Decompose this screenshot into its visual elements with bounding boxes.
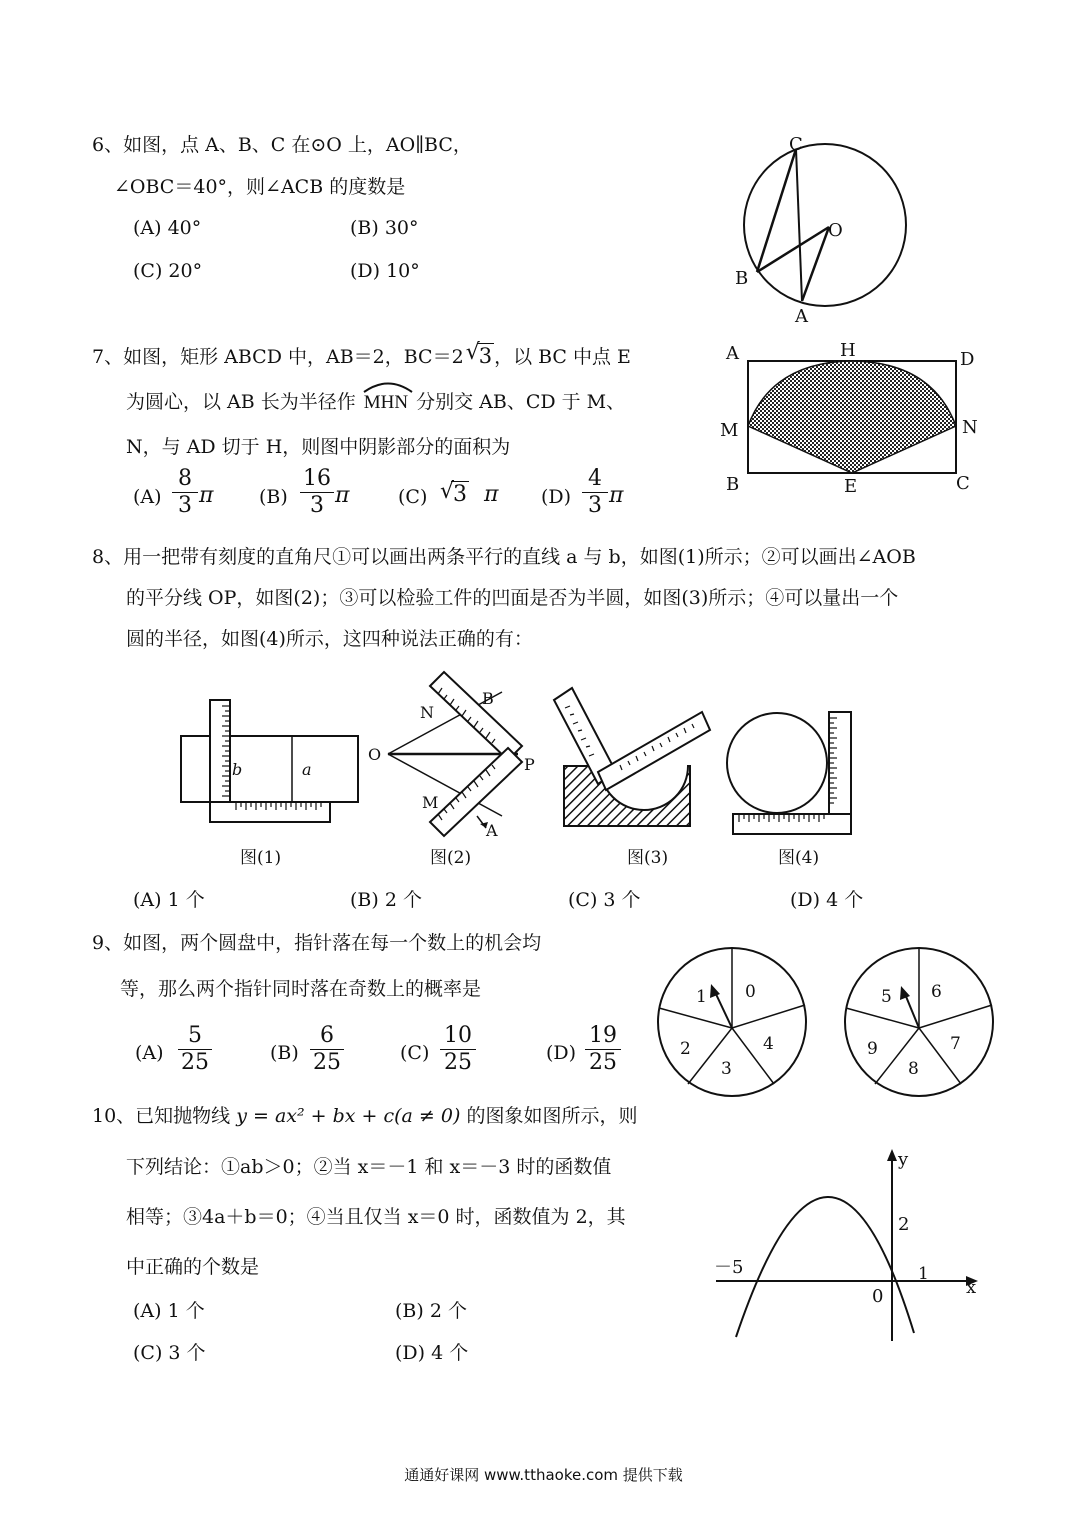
q7-option-c-value	[440, 479, 499, 507]
q7-label-d: D	[960, 349, 975, 370]
q10-label-2: 2	[898, 1214, 910, 1235]
q7-arc-mark	[362, 379, 414, 393]
q10-stem-line3: 相等；③4a＋b＝0；④当且仅当 x＝0 时，函数值为 2，其	[126, 1206, 626, 1228]
q6-label-c: C	[789, 134, 803, 155]
q9-stem-line2: 等，那么两个指针同时落在奇数上的概率是	[120, 978, 482, 1000]
q8-stem-line3: 圆的半径，如图(4)所示，这四种说法正确的有：	[126, 628, 533, 650]
q8-fig2-label-m: M	[422, 793, 439, 812]
q9-option-b-fraction	[310, 1023, 344, 1076]
q7-label-b: B	[726, 474, 740, 495]
q7-option-b-pi: π	[335, 483, 350, 508]
q7-option-d-label: (D)	[541, 486, 572, 508]
q9-c-num: 10	[440, 1023, 476, 1050]
q9-option-a-fraction	[178, 1023, 212, 1076]
q9-stem-line1: 9、如图，两个圆盘中，指针落在每一个数上的机会均	[92, 932, 542, 954]
q9-d-num: 19	[585, 1023, 621, 1050]
q9-a-num: 5	[178, 1023, 212, 1050]
q7-c-pi: π	[484, 482, 499, 507]
q7-line1b: ，以 BC 中点 E	[494, 346, 631, 368]
q7-c-sqrt: √ 3	[440, 479, 467, 507]
q9-option-d-fraction	[585, 1023, 621, 1076]
q6-label-o: O	[828, 220, 843, 241]
q9-disc1-num-1: 1	[696, 987, 707, 1007]
q10-option-d: (D) 4 个	[395, 1342, 469, 1364]
q7-option-c-label: (C)	[398, 486, 428, 508]
q9-option-a-label: (A)	[135, 1042, 164, 1064]
q9-option-c-fraction	[440, 1023, 476, 1076]
q10-formula: y = ax² + bx + c(a ≠ 0)	[236, 1105, 461, 1127]
q10-stem-line2: 下列结论：①ab＞0；②当 x＝－1 和 x＝－3 时的函数值	[126, 1156, 612, 1178]
q6-option-b: (B) 30°	[350, 217, 419, 239]
q6-option-a: (A) 40°	[133, 217, 202, 239]
q7-line1-sqrt-value: 3	[478, 344, 493, 368]
q7-arc-mhn	[364, 390, 408, 415]
q6-option-d: (D) 10°	[350, 260, 420, 282]
q7-option-a-pi: π	[199, 483, 214, 508]
q7-option-a-fraction	[172, 466, 198, 519]
q7-c-sqrt-value: 3	[453, 482, 467, 507]
q7-option-b-fraction	[300, 466, 334, 519]
q7-label-a: A	[726, 343, 739, 364]
q8-figure-1	[178, 692, 363, 827]
q10-line1b: 的图象如图所示，则	[466, 1105, 638, 1127]
q9-disc2-num-9: 9	[867, 1039, 878, 1059]
q8-fig2-label-p: P	[524, 755, 535, 774]
q10-label-0: 0	[872, 1286, 884, 1307]
q8-option-b: (B) 2 个	[350, 889, 422, 911]
q8-fig2-label-n: N	[420, 703, 434, 722]
q10-option-c: (C) 3 个	[133, 1342, 206, 1364]
q10-stem-line4: 中正确的个数是	[126, 1256, 260, 1278]
q9-disc1-num-4: 4	[763, 1034, 774, 1054]
q8-fig1-label-b: b	[232, 760, 243, 779]
q7-label-m: M	[720, 420, 739, 441]
q6-stem-line2: ∠OBC＝40°，则∠ACB 的度数是	[114, 176, 406, 198]
q9-disc2-num-8: 8	[908, 1059, 919, 1079]
q7-line1-sqrt: √ 3	[465, 340, 493, 368]
q7-line1a: 7、如图，矩形 ABCD 中，AB＝2，BC＝2	[92, 346, 464, 368]
q9-c-den: 25	[444, 1050, 472, 1075]
q8-figure-4	[725, 706, 860, 836]
q7-label-n: N	[962, 417, 978, 438]
q8-option-a: (A) 1 个	[133, 889, 205, 911]
q8-figure-2	[362, 666, 552, 844]
q7-stem-line2	[126, 390, 625, 415]
q8-caption-2: 图(2)	[430, 848, 472, 868]
q9-d-den: 25	[589, 1050, 617, 1075]
q10-parabola-graph	[712, 1145, 992, 1345]
q8-fig2-label-o: O	[368, 745, 382, 764]
q7-b-num: 16	[300, 466, 334, 493]
q7-label-h: H	[840, 340, 856, 361]
q7-d-den: 3	[588, 493, 602, 518]
q9-b-den: 25	[313, 1050, 341, 1075]
q9-a-den: 25	[181, 1050, 209, 1075]
q6-circle-figure	[725, 128, 925, 328]
q8-figure-3	[550, 684, 720, 832]
q10-line1a: 10、已知抛物线	[92, 1105, 231, 1127]
q7-stem-line1	[92, 340, 631, 369]
q10-label-x: x	[966, 1277, 977, 1298]
q7-arc-mhn-label: MHN	[363, 392, 409, 413]
q8-stem-line2: 的平分线 OP，如图(2)；③可以检验工件的凹面是否为半圆，如图(3)所示；④可以量出一个	[126, 587, 899, 609]
q9-disc2-num-7: 7	[950, 1034, 961, 1054]
q6-option-c: (C) 20°	[133, 260, 203, 282]
q8-caption-1: 图(1)	[240, 848, 282, 868]
q8-stem-line1: 8、用一把带有刻度的直角尺①可以画出两条平行的直线 a 与 b，如图(1)所示；②可以画出∠AOB	[92, 546, 916, 568]
q8-fig2-label-a: A	[486, 821, 498, 840]
q6-label-a: A	[795, 306, 808, 327]
q8-option-c: (C) 3 个	[568, 889, 641, 911]
q10-label-1: 1	[918, 1264, 929, 1284]
q7-a-num: 8	[172, 466, 198, 493]
q7-option-b-label: (B)	[259, 486, 288, 508]
q9-disc1-num-2: 2	[680, 1039, 691, 1059]
q7-option-d-pi: π	[609, 483, 624, 508]
q7-b-den: 3	[310, 493, 324, 518]
q7-label-e: E	[844, 476, 858, 497]
q7-d-num: 4	[582, 466, 608, 493]
q8-caption-3: 图(3)	[627, 848, 669, 868]
q9-option-c-label: (C)	[400, 1042, 430, 1064]
q6-label-b: B	[735, 268, 749, 289]
q10-stem-line1	[92, 1104, 637, 1128]
q7-a-den: 3	[178, 493, 192, 518]
q9-disc1-num-0: 0	[745, 982, 756, 1002]
q10-label-y: y	[898, 1149, 909, 1170]
q8-option-d: (D) 4 个	[790, 889, 864, 911]
q10-option-a: (A) 1 个	[133, 1300, 205, 1322]
q10-label-neg5: －5	[714, 1257, 744, 1278]
q7-label-c: C	[956, 473, 970, 494]
q9-option-d-label: (D)	[546, 1042, 577, 1064]
q9-disc2-num-5: 5	[881, 987, 892, 1007]
q9-spinner-disc-1	[655, 950, 810, 1095]
q7-line2b: 分别交 AB、CD 于 M、	[416, 391, 626, 413]
q7-option-a-label: (A)	[133, 486, 162, 508]
q8-fig2-label-b: B	[482, 689, 494, 708]
q9-disc1-num-3: 3	[721, 1059, 732, 1079]
page-footer: 通通好课网 www.tthaoke.com 提供下载	[404, 1466, 683, 1484]
q7-rectangle-figure	[720, 338, 1010, 503]
q9-disc2-num-6: 6	[931, 982, 942, 1002]
q7-option-d-fraction	[582, 466, 608, 519]
q10-option-b: (B) 2 个	[395, 1300, 467, 1322]
q8-caption-4: 图(4)	[778, 848, 820, 868]
q9-b-num: 6	[310, 1023, 344, 1050]
q7-line2a: 为圆心，以 AB 长为半径作	[126, 391, 356, 413]
q9-option-b-label: (B)	[270, 1042, 299, 1064]
q7-stem-line3: N，与 AD 切于 H，则图中阴影部分的面积为	[126, 436, 511, 458]
q9-spinner-disc-2	[843, 950, 998, 1095]
q6-stem-line1: 6、如图，点 A、B、C 在⊙O 上，AO∥BC，	[92, 134, 472, 156]
q8-fig1-label-a: a	[302, 760, 312, 779]
